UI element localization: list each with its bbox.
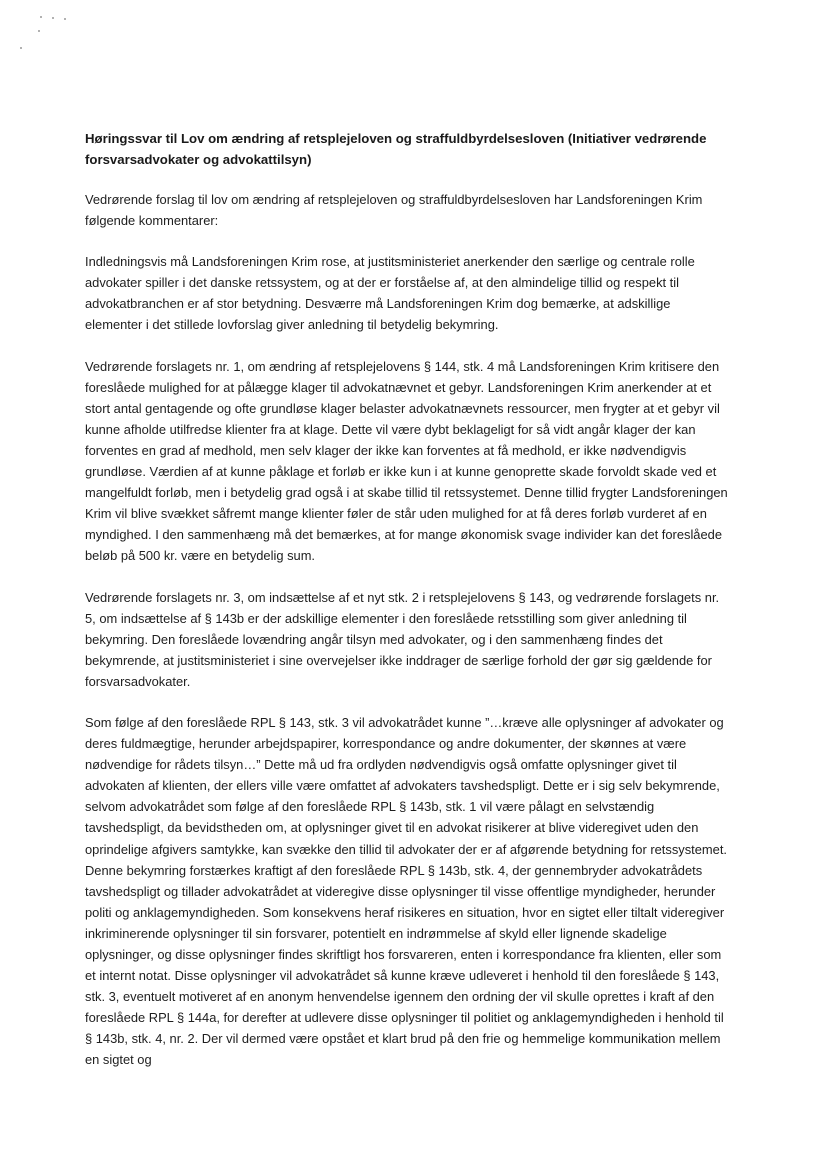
document-body xyxy=(85,128,731,1091)
document-title: Høringssvar til Lov om ændring af retsplejeloven og straffuldbyrdelsesloven (Initiativer vedrørende forsvarsadvokater og advokattilsyn) xyxy=(85,131,707,167)
scan-speck xyxy=(38,30,40,32)
paragraph-confidentiality: Som følge af den foreslåede RPL § 143, stk. 3 vil advokatrådet kunne ”…kræve alle oplysninger af advokater og deres fuldmægtige, herunder arbejdspapirer, korrespondance og andre dokumenter, der skønnes at være nødvendige for rådets tilsyn…” Dette må ud fra ordlyden nødvendigvis også omfatte oplysninger givet til advokaten af klienten, der ellers ville være omfattet af advokaters tavshedspligt. Dette er i sig selv bekymrende, selvom advokatrådet som følge af den foreslåede RPL § 143b, stk. 1 vil være pålagt en selvstændig tavshedspligt, da bevidstheden om, at oplysninger givet til en advokat risikerer at blive videregivet uden den oprindelige afgivers samtykke, kan svække den tillid til advokater der er af afgørende betydning for retssystemet. Denne bekymring forstærkes kraftigt af den foreslåede RPL § 143b, stk. 4, der gennembryder advokatrådets tavshedspligt og tillader advokatrådet at videregive disse oplysninger til visse offentlige myndigheder, herunder politi og anklagemyndigheden. Som konsekvens heraf risikeres en situation, hvor en sigtet eller tiltalt videregiver inkriminerende oplysninger til sin forsvarer, potentielt en indrømmelse af skyld eller lignende skadelige oplysninger, og disse oplysninger findes skriftligt hos forsvareren, enten i korrespondance fra klienten, eller som et internt notat. Disse oplysninger vil advokatrådet så kunne kræve udleveret i henhold til den foreslåede § 143, stk. 3, eventuelt motiveret af en anonym henvendelse igennem den ordning der vil skulle oprettes i kraft af den foreslåede RPL § 144a, for derefter at udlevere disse oplysninger til politiet og anklagemyndigheden i henhold til § 143b, stk. 4, nr. 2. Der vil dermed være opstået et klart brud på den frie og hemmelige kommunikation mellem en sigtet og xyxy=(85,714,727,1068)
scan-specks xyxy=(0,0,80,60)
paragraph-praise: Indledningsvis må Landsforeningen Krim rose, at justitsministeriet anerkender den særlige og centrale rolle advokater spiller i det danske retssystem, og at der er forståelse af, at den almindelige tillid og respekt til advokatbranchen er af stor betydning. Desværre må Landsforeningen Krim dog bemærke, at adskillige elementer i det stillede lovforslag giver anledning til betydelig bekymring. xyxy=(85,254,695,333)
paragraph-supervision: Vedrørende forslagets nr. 3, om indsættelse af et nyt stk. 2 i retsplejelovens § 143, og vedrørende forslagets nr. 5, om indsættelse af § 143b er der adskillige elementer i den foreslåede retsstilling som giver anledning til bekymring. Den foreslåede lovændring angår tilsyn med advokater, og i den sammenhæng findes det bekymrende, at justitsministeriet i sine overvejelser ikke inddrager de særlige forhold der gør sig gældende for forsvarsadvokater. xyxy=(85,589,720,689)
scan-speck xyxy=(40,16,42,18)
scan-speck xyxy=(64,18,66,20)
scan-speck xyxy=(20,47,22,49)
paragraph-intro: Vedrørende forslag til lov om ændring af retsplejeloven og straffuldbyrdelsesloven har Landsforeningen Krim følgende kommentarer: xyxy=(85,192,703,229)
scan-speck xyxy=(52,17,54,19)
paragraph-fee: Vedrørende forslagets nr. 1, om ændring af retsplejelovens § 144, stk. 4 må Landsforeningen Krim kritisere den foreslåede mulighed for at pålægge klager til advokatnævnet et gebyr. Landsforeningen Krim anerkender at et stort antal gentagende og ofte grundløse klager belaster advokatnævnets ressourcer, men frygter at et gebyr vil kunne afholde utilfredse klienter fra at klage. Dette vil være dybt beklageligt for så vidt angår klager der kan forventes en grad af medhold, men selv klager der ikke kan forventes at få medhold, er ikke nødvendigvis grundløse. Værdien af at kunne påklage et forløb er ikke kun i at kunne genoprette skade forvoldt skade ved et mangelfuldt forløb, men i betydelig grad også i at skabe tillid til retssystemet. Denne tillid frygter Landsforeningen Krim vil blive svækket såfremt mange klienter føler de står uden mulighed for at få deres forløb vurderet af en myndighed. I den sammenhæng må det bemærkes, at for mange økonomisk svage individer kan det foreslåede beløb på 500 kr. være en betydelig sum. xyxy=(85,358,728,564)
